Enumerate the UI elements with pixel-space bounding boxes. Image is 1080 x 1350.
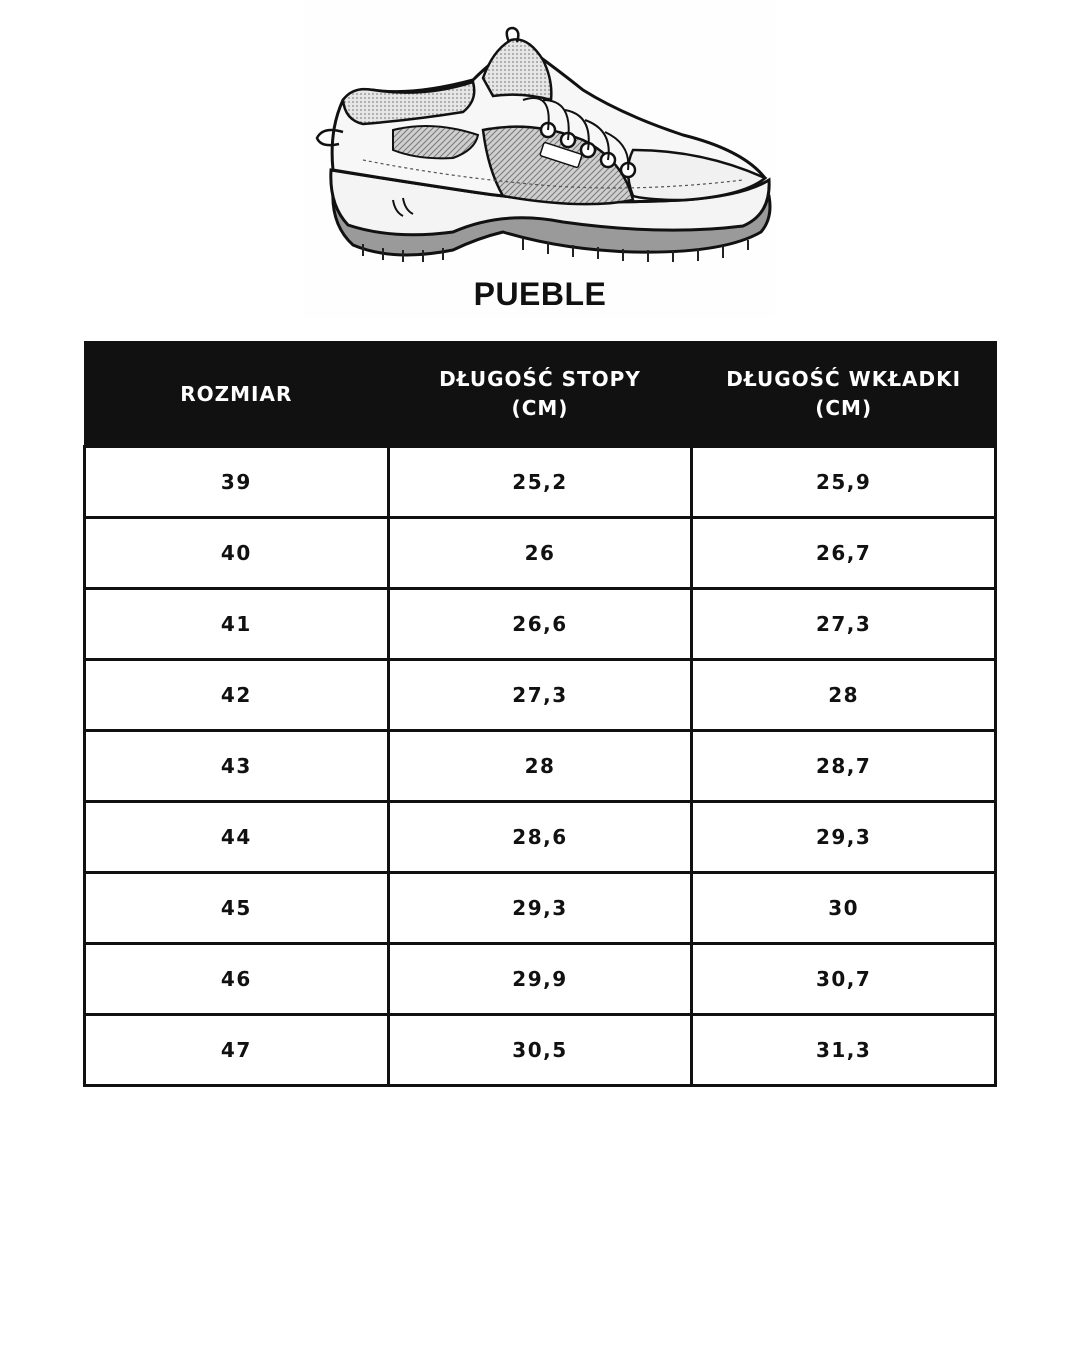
foot-length-cell: 27,3 [388, 660, 692, 731]
size-cell: 45 [85, 873, 389, 944]
size-cell: 42 [85, 660, 389, 731]
header-size-line1: ROZMIAR [180, 381, 293, 406]
insole-length-cell: 25,9 [692, 447, 996, 518]
foot-length-cell: 28 [388, 731, 692, 802]
insole-length-cell: 30,7 [692, 944, 996, 1015]
size-cell: 40 [85, 518, 389, 589]
size-cell: 47 [85, 1015, 389, 1086]
size-cell: 41 [85, 589, 389, 660]
foot-length-cell: 26,6 [388, 589, 692, 660]
table-row [85, 873, 996, 944]
insole-length-cell: 26,7 [692, 518, 996, 589]
foot-length-cell: 29,9 [388, 944, 692, 1015]
shoe-drawing [303, 0, 775, 318]
insole-length-cell: 27,3 [692, 589, 996, 660]
header-insole-length-line2: (CM) [815, 396, 873, 420]
table-row [85, 518, 996, 589]
foot-length-cell: 26 [388, 518, 692, 589]
table-row [85, 802, 996, 873]
size-cell: 44 [85, 802, 389, 873]
foot-length-cell: 30,5 [388, 1015, 692, 1086]
header-size [85, 342, 389, 447]
insole-length-cell: 28 [692, 660, 996, 731]
table-row [85, 660, 996, 731]
header-row [85, 342, 996, 447]
table-row [85, 944, 996, 1015]
size-cell: 46 [85, 944, 389, 1015]
insole-length-cell: 29,3 [692, 802, 996, 873]
table-row [85, 731, 996, 802]
header-insole-length-line1: DŁUGOŚĆ WKŁADKI [726, 367, 962, 391]
model-name: PUEBLE [473, 276, 607, 312]
insole-length-cell: 30 [692, 873, 996, 944]
size-table [83, 341, 997, 1087]
header-foot-length-line2: (CM) [511, 396, 569, 420]
foot-length-cell: 25,2 [388, 447, 692, 518]
size-cell: 39 [85, 447, 389, 518]
header-foot-length-line1: DŁUGOŚĆ STOPY [439, 367, 641, 391]
header-foot-length [388, 342, 692, 447]
foot-length-cell: 29,3 [388, 873, 692, 944]
insole-length-cell: 28,7 [692, 731, 996, 802]
table-row [85, 1015, 996, 1086]
foot-length-cell: 28,6 [388, 802, 692, 873]
header-insole-length [692, 342, 996, 447]
table-row [85, 589, 996, 660]
shoe-illustration [303, 0, 775, 318]
size-cell: 43 [85, 731, 389, 802]
table-row [85, 447, 996, 518]
insole-length-cell: 31,3 [692, 1015, 996, 1086]
